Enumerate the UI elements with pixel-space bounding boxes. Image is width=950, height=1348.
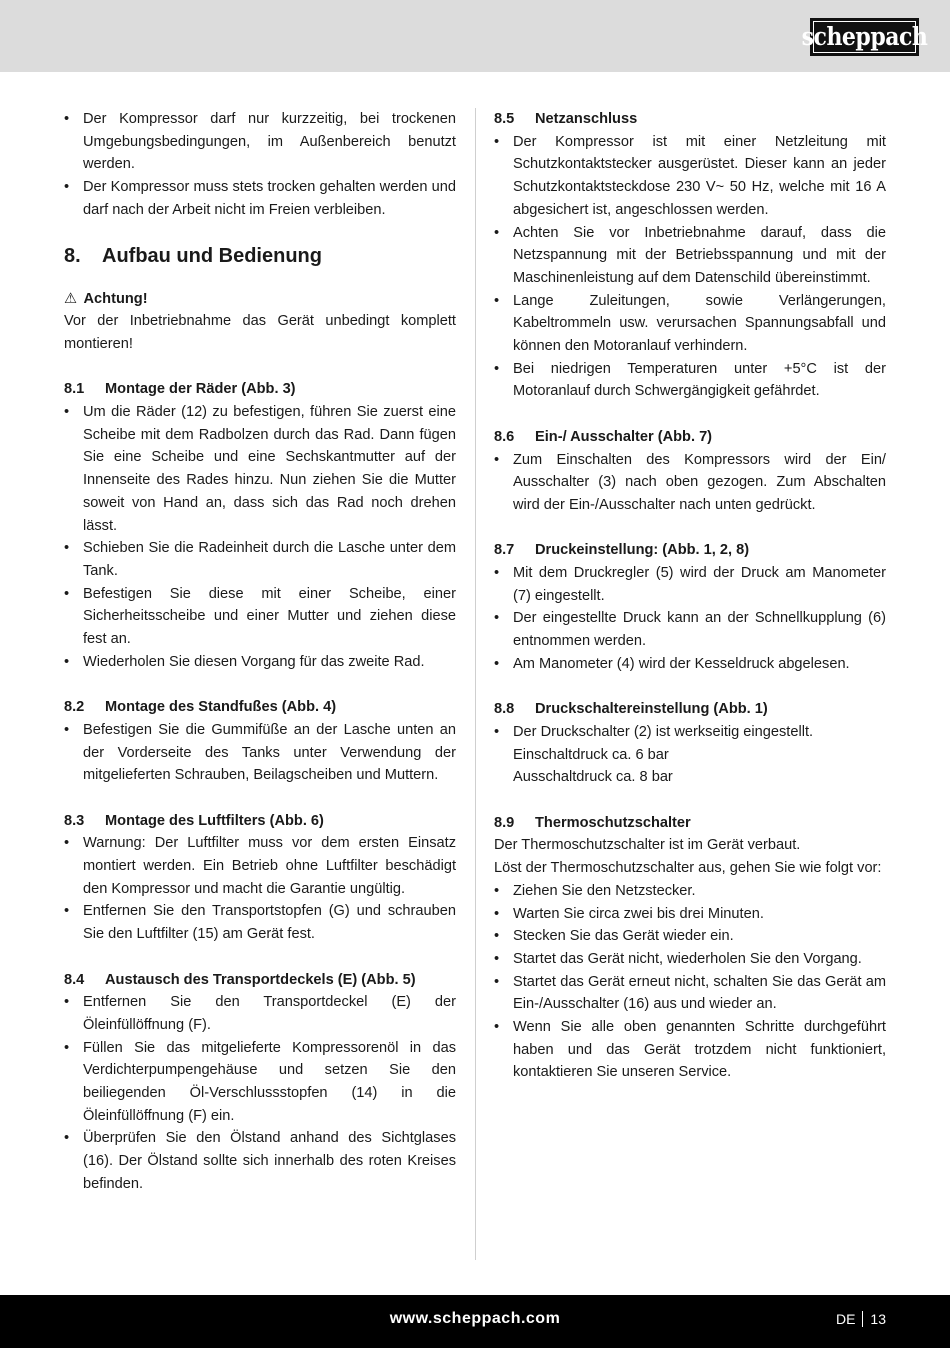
list-item: • Der Kompressor darf nur kurzzeitig, bei trockenen Umgebungsbedingungen, im Außenbereich benutzt werden. [64, 108, 456, 176]
list-item: • Am Manometer (4) wird der Kesseldruck abgelesen. [494, 653, 886, 676]
pressure-line: Ausschaltdruck ca. 8 bar [513, 769, 673, 786]
list-item: • Zum Einschalten des Kompressors wird der Ein/ Ausschalter (3) nach oben gezogen. Zum Abschalten wird der Ein-/Ausschalter nach unten gedrückt. [494, 449, 886, 517]
subsection-heading: 8.7 Druckeinstellung: (Abb. 1, 2, 8) [494, 542, 750, 559]
list-item: • Um die Räder (12) zu befestigen, führen Sie zuerst eine Scheibe mit dem Radbolzen durch das Rad. Dann fügen Sie eine Scheibe und eine Sechskantmutter auf der Innenseite des Rades hinzu. Nun ziehen Sie die Mutter soweit von Hand an, dass sich das Rad noch drehen lässt. [64, 401, 456, 537]
list-item: • Der eingestellte Druck kann an der Schnellkupplung (6) entnommen werden. [494, 607, 886, 652]
language-code: DE [835, 1311, 856, 1327]
footer-url-link[interactable]: www.scheppach.com [389, 1310, 561, 1327]
list-item: • Schieben Sie die Radeinheit durch die Lasche unter dem Tank. [64, 537, 456, 582]
list-item: • Der Kompressor ist mit einer Netzleitung mit Schutzkontaktstecker ausgerüstet. Dieser kann an jeder Schutzkontaktsteckdose 230 V~ 50 Hz, welche mit 16 A abgesichert ist, angeschlossen werden. [494, 131, 886, 222]
column-divider [475, 108, 476, 1260]
list-item: • Stecken Sie das Gerät wieder ein. [494, 925, 886, 948]
list-item: • Befestigen Sie die Gummifüße an der Lasche unten an der Vorderseite des Tanks unter Verwendung der mitgelieferten Schrauben, Beilagscheiben und Muttern. [64, 719, 456, 787]
warning-heading [64, 288, 456, 311]
list-item: • Der Kompressor muss stets trocken gehalten werden und darf nach der Arbeit nicht im Freien verbleiben. [64, 176, 456, 221]
list-item: • Wiederholen Sie diesen Vorgang für das zweite Rad. [64, 651, 456, 674]
list-item: • Mit dem Druckregler (5) wird der Druck am Manometer (7) eingestellt. [494, 562, 886, 607]
paragraph: Der Thermoschutzschalter ist im Gerät verbaut. [494, 837, 801, 854]
subsection-heading: 8.9 Thermoschutzschalter [494, 814, 691, 831]
list-item: • Bei niedrigen Temperaturen unter +5°C ist der Motoranlauf durch Schwergängigkeit gefährdet. [494, 358, 886, 403]
brand-logo [801, 18, 928, 56]
section-number: 8. [64, 244, 81, 267]
list-item: • Lange Zuleitungen, sowie Verlängerungen, Kabeltrommeln usw. verursachen Spannungsabfall und können den Motoranlauf verhindern. [494, 290, 886, 358]
subsection-heading: 8.5 Netzanschluss [494, 111, 638, 127]
list-item: • Startet das Gerät nicht, wiederholen Sie den Vorgang. [494, 948, 886, 971]
subsection-heading: 8.4 Austausch des Transportdeckels (E) (Abb. 5) [64, 971, 416, 988]
page-number: 13 [870, 1311, 886, 1327]
subsection-heading: 8.2 Montage des Standfußes (Abb. 4) [64, 699, 337, 716]
warning-text: Vor der Inbetriebnahme das Gerät unbedingt komplett montieren! [64, 313, 456, 352]
list-item: • Entfernen Sie den Transportdeckel (E) der Öleinfüllöffnung (F). [64, 991, 456, 1036]
footer-bar [0, 1295, 950, 1348]
list-item: • Wenn Sie alle oben genannten Schritte durchgeführt haben und das Gerät trotzdem nicht funktioniert, kontaktieren Sie unseren Service. [494, 1016, 886, 1084]
subsection-heading: 8.1 Montage der Räder (Abb. 3) [64, 381, 296, 398]
list-item: • Achten Sie vor Inbetriebnahme darauf, dass die Netzspannung mit der Betriebsspannung und mit der Maschinenleistung auf dem Datenschild übereinstimmt. [494, 222, 886, 290]
subsection-heading: 8.6 Ein-/ Ausschalter (Abb. 7) [494, 428, 713, 445]
list-item: • Ziehen Sie den Netzstecker. [494, 880, 886, 903]
list-item: • Warnung: Der Luftfilter muss vor dem ersten Einsatz montiert werden. Ein Betrieb ohne Luftfilter beschädigt den Kompressor und macht die Garantie ungültig. [64, 832, 456, 900]
list-item: • Befestigen Sie diese mit einer Scheibe, einer Sicherheitsscheibe und einer Mutter und ziehen diese fest an. [64, 583, 456, 651]
section-heading [64, 244, 456, 268]
warning-title: Achtung! [83, 290, 148, 307]
brand-logo-text: scheppach [801, 22, 928, 52]
list-item: • Entfernen Sie den Transportstopfen (G) und schrauben Sie den Luftfilter (15) am Gerät fest. [64, 900, 456, 945]
list-item: • Startet das Gerät erneut nicht, schalten Sie das Gerät am Ein-/Ausschalter (16) aus und wieder an. [494, 971, 886, 1016]
paragraph: Löst der Thermoschutzschalter aus, gehen Sie wie folgt vor: [494, 860, 882, 877]
warning-triangle-icon: ⚠ [64, 290, 78, 307]
pressure-line: Einschaltdruck ca. 6 bar [513, 746, 669, 763]
page-indicator [836, 1311, 886, 1327]
subsection-heading: 8.8 Druckschaltereinstellung (Abb. 1) [494, 701, 768, 718]
left-column [64, 108, 456, 1196]
subsection-heading: 8.3 Montage des Luftfilters (Abb. 6) [64, 812, 324, 829]
list-item: • Füllen Sie das mitgelieferte Kompressorenöl in das Verdichterpumpengehäuse und setzen Sie den beiliegenden Öl-Verschlussstopfen (14) in die Öleinfüllöffnung (F) ein. [64, 1037, 456, 1128]
list-item: • Überprüfen Sie den Ölstand anhand des Sichtglases (16). Der Ölstand sollte sich innerhalb des roten Kreises befinden. [64, 1127, 456, 1195]
list-item: • Der Druckschalter (2) ist werkseitig eingestellt. [494, 721, 886, 744]
right-column [494, 108, 886, 1084]
list-item: • Warten Sie circa zwei bis drei Minuten. [494, 903, 886, 926]
section-title: Aufbau und Bedienung [102, 244, 322, 267]
